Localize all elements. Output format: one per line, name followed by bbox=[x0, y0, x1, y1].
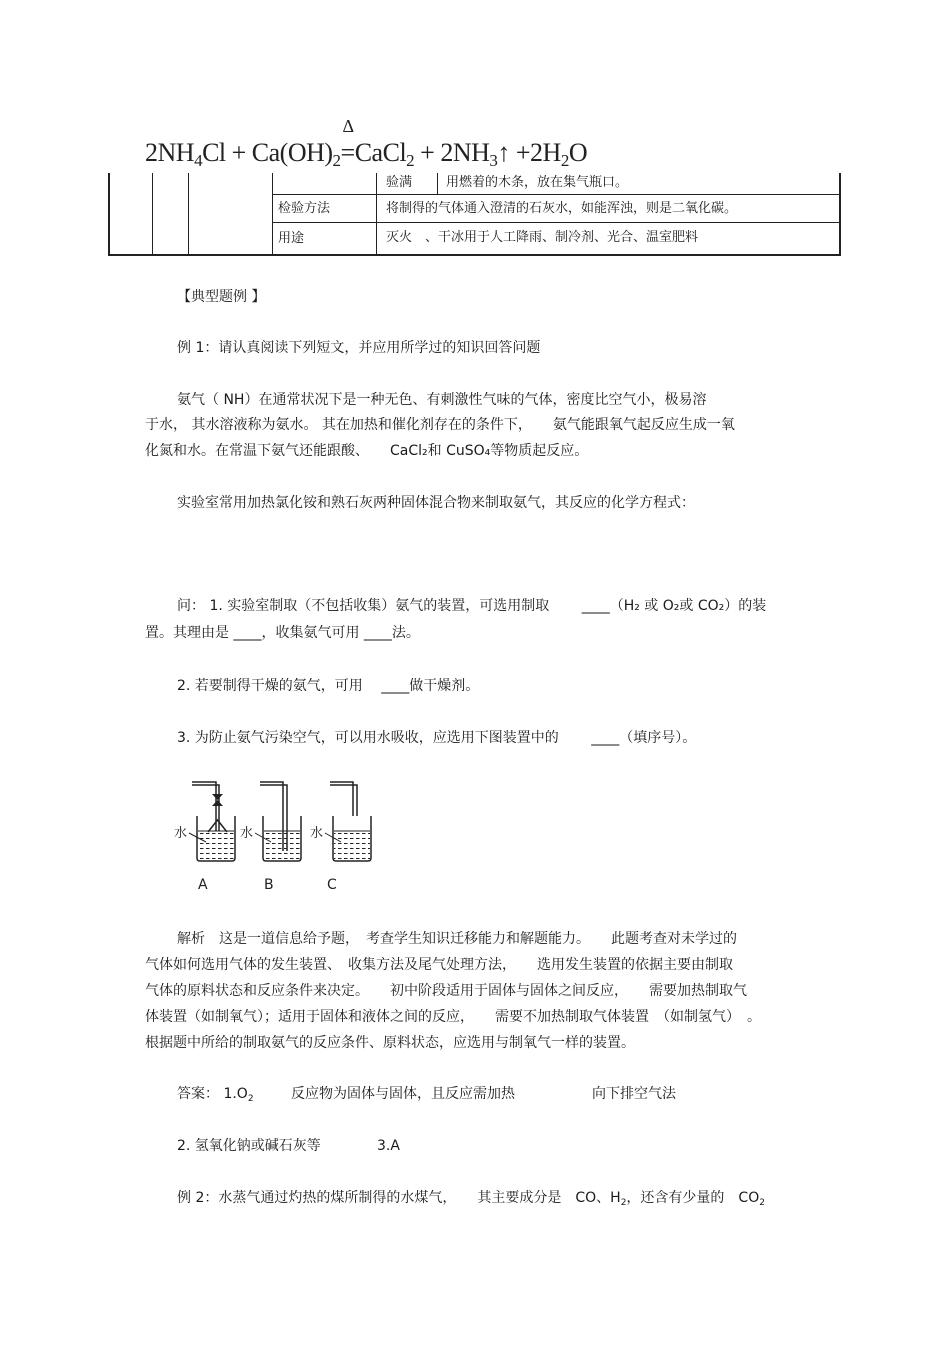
question1-line2: 置。其理由是 ____，收集氨气可用 ____法。 bbox=[145, 625, 420, 641]
analysis-line2: 气体如何选用气体的发生装置、 收集方法及尾气处理方法， 选用发生装置的依据主要由制取 bbox=[145, 957, 733, 973]
absorption-apparatus-figure bbox=[170, 776, 390, 896]
water-label-c: 水 bbox=[310, 826, 324, 841]
answer-line1-collection: 向下排空气法 bbox=[592, 1086, 676, 1102]
row-label-test-method: 检验方法 bbox=[278, 201, 331, 216]
apparatus-c bbox=[330, 782, 371, 861]
row-value-test-method: 将制得的气体通入澄清的石灰水，如能浑浊，则是二氧化碳。 bbox=[386, 201, 738, 216]
analysis-line3: 气体的原料状态和反应条件来决定。 初中阶段适用于固体与固体之间反应， 需要加热制取气 bbox=[145, 983, 747, 999]
apparatus-label-c: C bbox=[327, 877, 337, 893]
water-label-a: 水 bbox=[174, 826, 188, 841]
apparatus-a bbox=[192, 782, 235, 861]
answer-line2: 2. 氢氧化钠或碱石灰等 bbox=[177, 1138, 321, 1154]
row-value-full-check: 用燃着的木条，放在集气瓶口。 bbox=[446, 175, 629, 190]
ammonia-paragraph-line1: 氨气（ NH）在通常状况下是一种无色、有刺激性气味的气体，密度比空气小，极易溶 bbox=[177, 392, 707, 408]
ammonia-equation: $2NH_4Cl + Ca(OH)_2$ Δ =CaCl$_2$ + $2NH_3↑ +2H_2O$ bbox=[145, 116, 588, 170]
answer-line1-reason: 反应物为固体与固体，且反应需加热 bbox=[291, 1086, 515, 1102]
section-title: 【典型题例 】 bbox=[177, 289, 266, 305]
co2-property-table bbox=[108, 173, 841, 255]
water-label-b: 水 bbox=[240, 826, 254, 841]
heat-condition: Δ bbox=[342, 116, 354, 136]
row-label-uses: 用途 bbox=[278, 231, 305, 246]
row-value-uses: 灭火 、干冰用于人工降雨、制冷剂、光合、温室肥料 bbox=[386, 230, 699, 245]
lab-method-paragraph: 实验室常用加热氯化铵和熟石灰两种固体混合物来制取氨气，其反应的化学方程式： bbox=[177, 495, 695, 511]
apparatus-label-b: B bbox=[264, 877, 274, 893]
example2-intro: 例 2：水蒸气通过灼热的煤所制得的水煤气， 其主要成分是 CO、$H_2$，还含有少量的 $CO_2$ bbox=[177, 1190, 765, 1208]
analysis-line1: 解析 这是一道信息给予题， 考查学生知识迁移能力和解题能力。 此题考查对未学过的 bbox=[177, 931, 737, 947]
apparatus-b bbox=[260, 782, 301, 861]
analysis-line4: 体装置（如制氧气）；适用于固体和液体之间的反应， 需要不加热制取气体装置 （如制氢气） 。 bbox=[145, 1009, 761, 1025]
question1-line1: 问： 1. 实验室制取（不包括收集）氨气的装置，可选用制取 ____（H₂ 或 O₂或 CO₂）的装 bbox=[177, 598, 767, 614]
analysis-line5: 根据题中所给的制取氨气的反应条件、原料状态，应选用与制氧气一样的装置。 bbox=[145, 1035, 635, 1051]
answer-line1: 答案： $1.O_2$ bbox=[177, 1086, 254, 1104]
question3: 3. 为防止氨气污染空气，可以用水吸收，应选用下图装置中的 ____（填序号）。 bbox=[177, 730, 697, 746]
answer-line2-q3: 3.A bbox=[377, 1138, 400, 1154]
row-label-full-check: 验满 bbox=[386, 175, 413, 190]
question2: 2. 若要制得干燥的氨气，可用 ____做干燥剂。 bbox=[177, 678, 480, 694]
ammonia-paragraph-line3: 化氮和水。在常温下氨气还能跟酸、 CaCl₂和 CuSO₄等物质起反应。 bbox=[145, 443, 589, 459]
apparatus-label-a: A bbox=[198, 877, 208, 893]
example1-intro: 例 1：请认真阅读下列短文，并应用所学过的知识回答问题 bbox=[177, 340, 541, 356]
ammonia-paragraph-line2: 于水， 其水溶液称为氨水。 其在加热和催化剂存在的条件下， 氨气能跟氧气起反应生成一氧 bbox=[145, 417, 735, 433]
